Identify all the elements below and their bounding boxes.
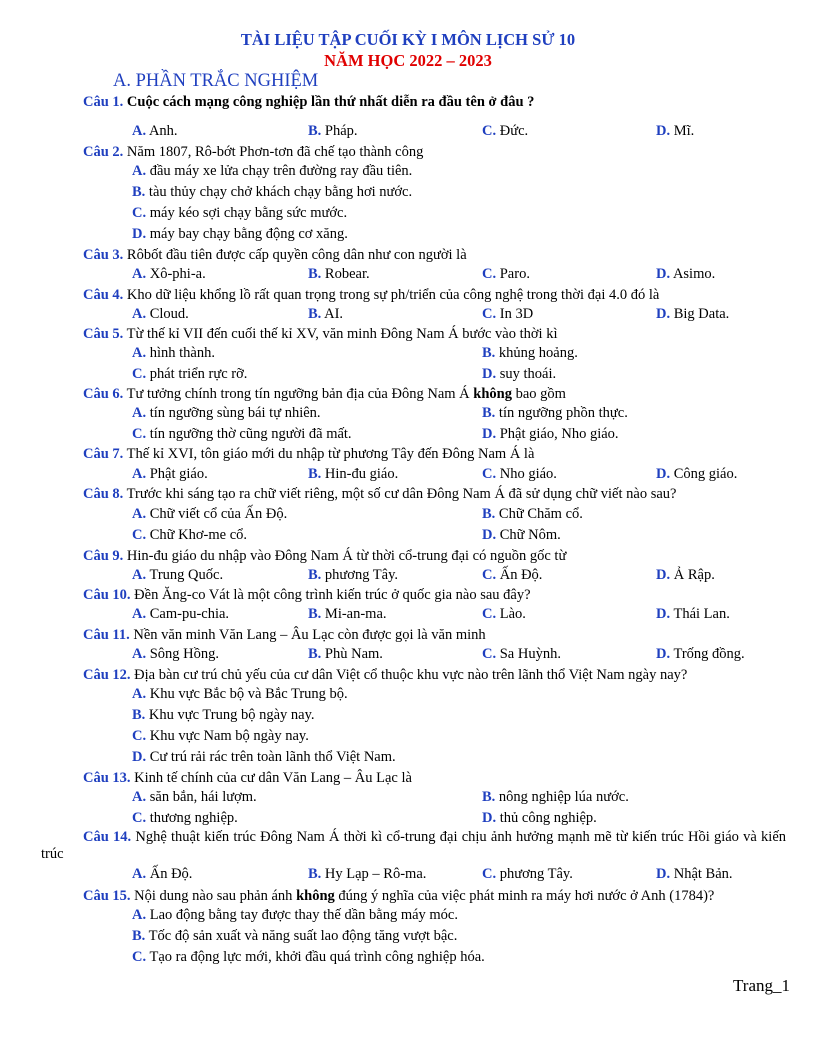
option-text: AI.: [324, 306, 344, 322]
option-letter: A.: [132, 266, 147, 282]
option-letter: B.: [308, 123, 322, 139]
option-letter: C.: [482, 266, 497, 282]
question-4: [83, 287, 659, 304]
option-text: thương nghiệp.: [149, 810, 238, 826]
answer-option-c: [482, 306, 533, 323]
option-letter: D.: [656, 466, 671, 482]
option-text: tín ngưỡng sùng bái tự nhiên.: [149, 405, 321, 421]
option-letter: C.: [132, 728, 147, 744]
answer-option-a: [132, 646, 219, 663]
answer-option-c: [482, 866, 573, 883]
option-text: Chữ viết cổ của Ấn Độ.: [149, 506, 288, 522]
option-text: Phật giáo, Nho giáo.: [499, 426, 619, 442]
option-text: Trống đồng.: [673, 646, 745, 662]
option-letter: B.: [308, 866, 322, 882]
answer-option-a: [132, 345, 215, 362]
option-text: Hin-đu giáo.: [324, 466, 399, 482]
document-title: TÀI LIỆU TẬP CUỐI KỲ I MÔN LỊCH SỬ 10: [240, 30, 576, 49]
option-letter: B.: [308, 567, 322, 583]
answer-option-b: [308, 646, 383, 663]
question-number: Câu 1.: [83, 94, 124, 110]
option-text: tín ngưỡng thờ cũng người đã mất.: [149, 426, 352, 442]
option-letter: D.: [656, 866, 671, 882]
question-emphasis: không: [296, 888, 335, 904]
answer-option-c: [482, 646, 561, 663]
option-letter: C.: [132, 205, 147, 221]
option-letter: C.: [132, 426, 147, 442]
option-letter: A.: [132, 345, 147, 361]
option-text: thủ công nghiệp.: [499, 810, 597, 826]
option-text: Trung Quốc.: [149, 567, 224, 583]
answer-option-a: [132, 907, 458, 924]
option-text: Khu vực Nam bộ ngày nay.: [149, 728, 309, 744]
option-letter: C.: [482, 646, 497, 662]
option-letter: B.: [132, 184, 146, 200]
option-letter: B.: [308, 306, 322, 322]
option-letter: B.: [308, 266, 322, 282]
option-letter: A.: [132, 789, 147, 805]
answer-option-b: [482, 405, 628, 422]
option-text: Sông Hồng.: [149, 646, 220, 662]
option-letter: A.: [132, 866, 147, 882]
answer-option-d: [656, 306, 729, 323]
question-13: [83, 770, 412, 787]
question-10: [83, 587, 531, 604]
option-text: Tạo ra động lực mới, khởi đầu quá trình công nghiệp hóa.: [149, 949, 485, 965]
option-text: Phật giáo.: [149, 466, 208, 482]
answer-option-c: [132, 205, 347, 222]
option-letter: D.: [656, 567, 671, 583]
option-text: đầu máy xe lửa chạy trên đường ray đầu tiên.: [149, 163, 413, 179]
option-text: Chữ Chăm cổ.: [498, 506, 583, 522]
answer-option-a: [132, 567, 223, 584]
question-text: Nền văn minh Văn Lang – Âu Lạc còn được gọi là văn minh: [133, 627, 486, 643]
option-text: Nhật Bản.: [673, 866, 733, 882]
option-text: Nho giáo.: [499, 466, 557, 482]
question-emphasis: không: [473, 386, 512, 402]
option-letter: A.: [132, 466, 147, 482]
question-number: Câu 9.: [83, 548, 124, 564]
answer-option-d: [656, 866, 733, 883]
option-letter: D.: [656, 266, 671, 282]
option-letter: A.: [132, 506, 147, 522]
option-letter: B.: [308, 606, 322, 622]
option-letter: C.: [482, 466, 497, 482]
answer-option-a: [132, 686, 348, 703]
option-letter: C.: [482, 606, 497, 622]
option-text: Asimo.: [672, 266, 716, 282]
answer-option-b: [482, 789, 629, 806]
option-letter: B.: [308, 466, 322, 482]
option-letter: B.: [482, 789, 496, 805]
option-letter: A.: [132, 123, 147, 139]
answer-option-c: [482, 266, 530, 283]
option-text: Khu vực Bắc bộ và Bắc Trung bộ.: [149, 686, 348, 702]
question-text: Rôbốt đầu tiên được cấp quyền công dân như con người là: [126, 247, 467, 263]
answer-option-c: [132, 728, 309, 745]
answer-option-c: [482, 466, 557, 483]
answer-option-b: [132, 707, 315, 724]
option-text: Paro.: [499, 266, 530, 282]
option-letter: A.: [132, 646, 147, 662]
question-number: Câu 8.: [83, 486, 124, 502]
answer-option-a: [132, 466, 208, 483]
option-text: phương Tây.: [324, 567, 399, 583]
answer-option-d: [482, 426, 619, 443]
option-letter: C.: [132, 527, 147, 543]
question-12: [83, 667, 687, 684]
option-letter: C.: [132, 949, 147, 965]
section-title: A. PHẦN TRẮC NGHIỆM: [113, 71, 319, 91]
option-letter: C.: [482, 567, 497, 583]
option-letter: D.: [132, 749, 147, 765]
option-text: Phù Nam.: [324, 646, 383, 662]
answer-option-a: [132, 606, 229, 623]
option-text: suy thoái.: [499, 366, 557, 382]
option-text: In 3D: [499, 306, 534, 322]
question-9: [83, 548, 566, 565]
answer-option-d: [656, 466, 737, 483]
option-text: khủng hoảng.: [498, 345, 578, 361]
option-text: Khu vực Trung bộ ngày nay.: [148, 707, 315, 723]
option-text: Cư trú rải rác trên toàn lãnh thổ Việt Nam.: [149, 749, 396, 765]
question-text: Thế kỉ XVI, tôn giáo mới du nhập từ phương Tây đến Đông Nam Á là: [126, 446, 535, 462]
option-text: Tốc độ sản xuất và năng suất lao động tăng vượt bậc.: [148, 928, 458, 944]
option-letter: D.: [656, 646, 671, 662]
answer-option-b: [308, 123, 358, 140]
option-letter: D.: [482, 810, 497, 826]
answer-option-a: [132, 789, 257, 806]
question-text: Hin-đu giáo du nhập vào Đông Nam Á từ thời cổ-trung đại có nguồn gốc từ: [126, 548, 567, 564]
answer-option-a: [132, 163, 412, 180]
answer-option-d: [132, 749, 396, 766]
answer-option-b: [482, 506, 583, 523]
answer-option-a: [132, 866, 192, 883]
answer-option-d: [656, 606, 730, 623]
answer-option-b: [132, 928, 457, 945]
option-text: Mi-an-ma.: [324, 606, 387, 622]
option-letter: A.: [132, 306, 147, 322]
question-number: Câu 5.: [83, 326, 124, 342]
question-text: Tư tưởng chính trong tín ngưỡng bản địa của Đông Nam Á: [126, 386, 474, 402]
question-number: Câu 4.: [83, 287, 124, 303]
option-letter: C.: [482, 123, 497, 139]
question-text-end: đúng ý nghĩa của việc phát minh ra máy hơi nước ở Anh (1784)?: [334, 888, 715, 904]
option-letter: D.: [656, 123, 671, 139]
option-text: Big Data.: [673, 306, 730, 322]
question-1: [83, 94, 534, 111]
option-text: tín ngưỡng phồn thực.: [498, 405, 628, 421]
answer-option-d: [656, 567, 715, 584]
option-text: tàu thủy chạy chở khách chạy bằng hơi nước.: [148, 184, 413, 200]
question-text: Từ thế kỉ VII đến cuối thế kỉ XV, văn minh Đông Nam Á bước vào thời kì: [126, 326, 558, 342]
option-letter: B.: [482, 405, 496, 421]
option-text: Mĩ.: [673, 123, 695, 139]
answer-option-a: [132, 405, 321, 422]
option-letter: C.: [132, 810, 147, 826]
question-8: [83, 486, 676, 503]
question-6: [83, 386, 566, 403]
option-text: Robear.: [324, 266, 370, 282]
option-text: Chữ Khơ-me cổ.: [149, 527, 248, 543]
option-text: Pháp.: [324, 123, 358, 139]
option-text: máy kéo sợi chạy bằng sức mước.: [149, 205, 348, 221]
question-text: Nội dung nào sau phản ánh: [134, 888, 297, 904]
option-text: săn bắn, hái lượm.: [149, 789, 257, 805]
question-text: Kho dữ liệu khổng lồ rất quan trọng trong sự ph/triển của công nghệ trong thời đại 4.0 đó là: [126, 287, 660, 303]
question-15: [83, 888, 714, 905]
option-letter: B.: [482, 506, 496, 522]
option-text: Ả Rập.: [673, 567, 715, 583]
option-letter: A.: [132, 907, 147, 923]
page-number: Trang_1: [733, 976, 790, 995]
answer-option-a: [132, 506, 287, 523]
option-letter: B.: [308, 646, 322, 662]
question-text: Nghệ thuật kiến trúc Đông Nam Á thời kì cổ-trung đại chịu ảnh hưởng mạnh mẽ từ kiến trúc Hồi giáo và kiến trúc: [41, 829, 786, 862]
option-text: Xô-phi-a.: [149, 266, 206, 282]
answer-option-c: [132, 366, 247, 383]
question-14: [41, 829, 786, 863]
answer-option-c: [132, 426, 352, 443]
option-text: Công giáo.: [673, 466, 738, 482]
answer-option-d: [656, 123, 694, 140]
answer-option-c: [482, 123, 528, 140]
question-text: Kinh tế chính của cư dân Văn Lang – Âu Lạc là: [134, 770, 412, 786]
option-letter: D.: [132, 226, 147, 242]
question-text: Cuộc cách mạng công nghiệp lần thứ nhất diễn ra đầu tên ở đâu ?: [126, 94, 535, 110]
question-text-end: bao gồm: [511, 386, 566, 402]
option-letter: A.: [132, 606, 147, 622]
option-text: phương Tây.: [499, 866, 573, 882]
option-letter: D.: [656, 306, 671, 322]
answer-option-d: [656, 266, 715, 283]
option-letter: D.: [482, 426, 497, 442]
answer-option-b: [308, 567, 398, 584]
option-text: Sa Huỳnh.: [499, 646, 561, 662]
answer-option-d: [482, 810, 597, 827]
answer-option-b: [308, 606, 387, 623]
answer-option-c: [482, 606, 526, 623]
option-letter: B.: [482, 345, 496, 361]
question-number: Câu 2.: [83, 144, 124, 160]
question-number: Câu 13.: [83, 770, 131, 786]
question-number: Câu 10.: [83, 587, 131, 603]
option-text: Hy Lạp – Rô-ma.: [324, 866, 427, 882]
question-text: Năm 1807, Rô-bớt Phơn-tơn đã chế tạo thành công: [126, 144, 424, 160]
option-letter: B.: [132, 707, 146, 723]
option-text: nông nghiệp lúa nước.: [498, 789, 629, 805]
answer-option-d: [656, 646, 745, 663]
question-number: Câu 12.: [83, 667, 131, 683]
school-year: NĂM HỌC 2022 – 2023: [324, 51, 492, 70]
option-text: Lào.: [499, 606, 526, 622]
question-number: Câu 6.: [83, 386, 124, 402]
option-text: Ấn Độ.: [499, 567, 543, 583]
question-2: [83, 144, 423, 161]
question-text: Địa bàn cư trú chủ yếu của cư dân Việt cổ thuộc khu vực nào trên lãnh thổ Việt Nam ngày nay?: [134, 667, 688, 683]
answer-option-a: [132, 266, 206, 283]
question-number: Câu 15.: [83, 888, 131, 904]
question-5: [83, 326, 558, 343]
option-text: Chữ Nôm.: [499, 527, 561, 543]
question-number: Câu 3.: [83, 247, 124, 263]
question-number: Câu 7.: [83, 446, 124, 462]
option-text: phát triển rực rỡ.: [149, 366, 248, 382]
answer-option-d: [482, 366, 556, 383]
answer-option-c: [482, 567, 542, 584]
answer-option-b: [308, 866, 426, 883]
option-letter: C.: [482, 866, 497, 882]
answer-option-b: [308, 306, 343, 323]
question-text: Đền Ăng-co Vát là một công trình kiến trúc ở quốc gia nào sau đây?: [134, 587, 531, 603]
option-letter: C.: [132, 366, 147, 382]
option-letter: D.: [482, 527, 497, 543]
option-letter: D.: [482, 366, 497, 382]
question-text: Trước khi sáng tạo ra chữ viết riêng, một số cư dân Đông Nam Á đã sử dụng chữ viết nào sau?: [126, 486, 677, 502]
answer-option-d: [482, 527, 561, 544]
question-7: [83, 446, 534, 463]
option-letter: C.: [482, 306, 497, 322]
option-letter: A.: [132, 567, 147, 583]
answer-option-b: [482, 345, 578, 362]
answer-option-c: [132, 527, 247, 544]
option-letter: A.: [132, 163, 147, 179]
option-letter: A.: [132, 686, 147, 702]
option-text: máy bay chạy bằng động cơ xăng.: [149, 226, 348, 242]
option-text: Cam-pu-chia.: [149, 606, 230, 622]
option-letter: D.: [656, 606, 671, 622]
option-text: Anh.: [148, 123, 178, 139]
answer-option-a: [132, 123, 178, 140]
question-number: Câu 14.: [83, 829, 132, 845]
option-text: Lao động bằng tay được thay thế dần bằng máy móc.: [149, 907, 458, 923]
question-3: [83, 247, 467, 264]
option-text: hình thành.: [149, 345, 215, 361]
option-text: Thái Lan.: [673, 606, 730, 622]
option-letter: B.: [132, 928, 146, 944]
answer-option-c: [132, 810, 238, 827]
answer-option-b: [308, 466, 398, 483]
option-text: Cloud.: [149, 306, 189, 322]
question-number: Câu 11.: [83, 627, 130, 643]
option-text: Đức.: [499, 123, 529, 139]
option-text: Ấn Độ.: [149, 866, 193, 882]
answer-option-c: [132, 949, 485, 966]
answer-option-b: [132, 184, 412, 201]
answer-option-a: [132, 306, 189, 323]
question-11: [83, 627, 486, 644]
answer-option-b: [308, 266, 370, 283]
answer-option-d: [132, 226, 348, 243]
option-letter: A.: [132, 405, 147, 421]
